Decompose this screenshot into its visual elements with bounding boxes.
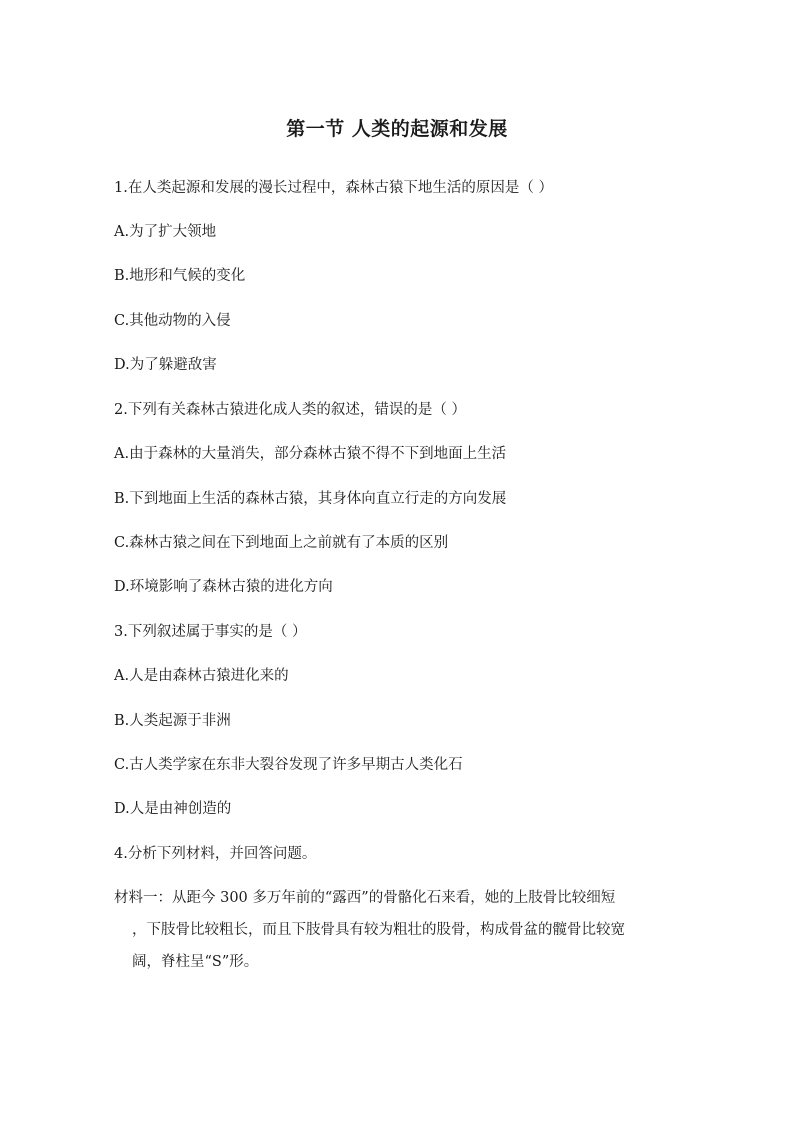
question-2-option-a: A.由于森林的大量消失，部分森林古猿不得不下到地面上生活 — [114, 446, 507, 462]
page-title: 第一节 人类的起源和发展 — [286, 118, 508, 140]
material-line-3: 阔，脊柱呈“S”形。 — [132, 954, 259, 970]
question-1-option-d: D.为了躲避敌害 — [114, 357, 217, 373]
question-2-stem: 2.下列有关森林古猿进化成人类的叙述，错误的是（ ） — [114, 402, 466, 418]
question-4-stem: 4.分析下列材料，并回答问题。 — [114, 846, 317, 862]
question-3-option-d: D.人是由神创造的 — [114, 801, 232, 817]
question-2-option-b: B.下到地面上生活的森林古猿，其身体向直立行走的方向发展 — [114, 491, 507, 507]
question-3-option-b: B.人类起源于非洲 — [114, 713, 231, 729]
question-3-option-c: C.古人类学家在东非大裂谷发现了许多早期古人类化石 — [114, 757, 463, 773]
material-line-2: ，下肢骨比较粗长，而且下肢骨具有较为粗壮的股骨，构成骨盆的髋骨比较宽 — [132, 922, 625, 938]
question-3-stem: 3.下列叙述属于事实的是（ ） — [114, 624, 307, 640]
question-2-option-c: C.森林古猿之间在下到地面上之前就有了本质的区别 — [114, 535, 449, 551]
question-1-option-b: B.地形和气候的变化 — [114, 268, 246, 284]
question-1-option-a: A.为了扩大领地 — [114, 224, 217, 240]
question-1-stem: 1.在人类起源和发展的漫长过程中，森林古猿下地生活的原因是（ ） — [114, 180, 553, 196]
question-2-option-d: D.环境影响了森林古猿的进化方向 — [114, 579, 333, 595]
question-3-option-a: A.人是由森林古猿进化来的 — [114, 668, 289, 684]
question-1-option-c: C.其他动物的入侵 — [114, 313, 231, 329]
question-4-material-paragraph — [114, 882, 680, 978]
material-line-1: 材料一：从距今 300 多万年前的“露西”的骨骼化石来看，她的上肢骨比较细短 — [114, 890, 616, 906]
